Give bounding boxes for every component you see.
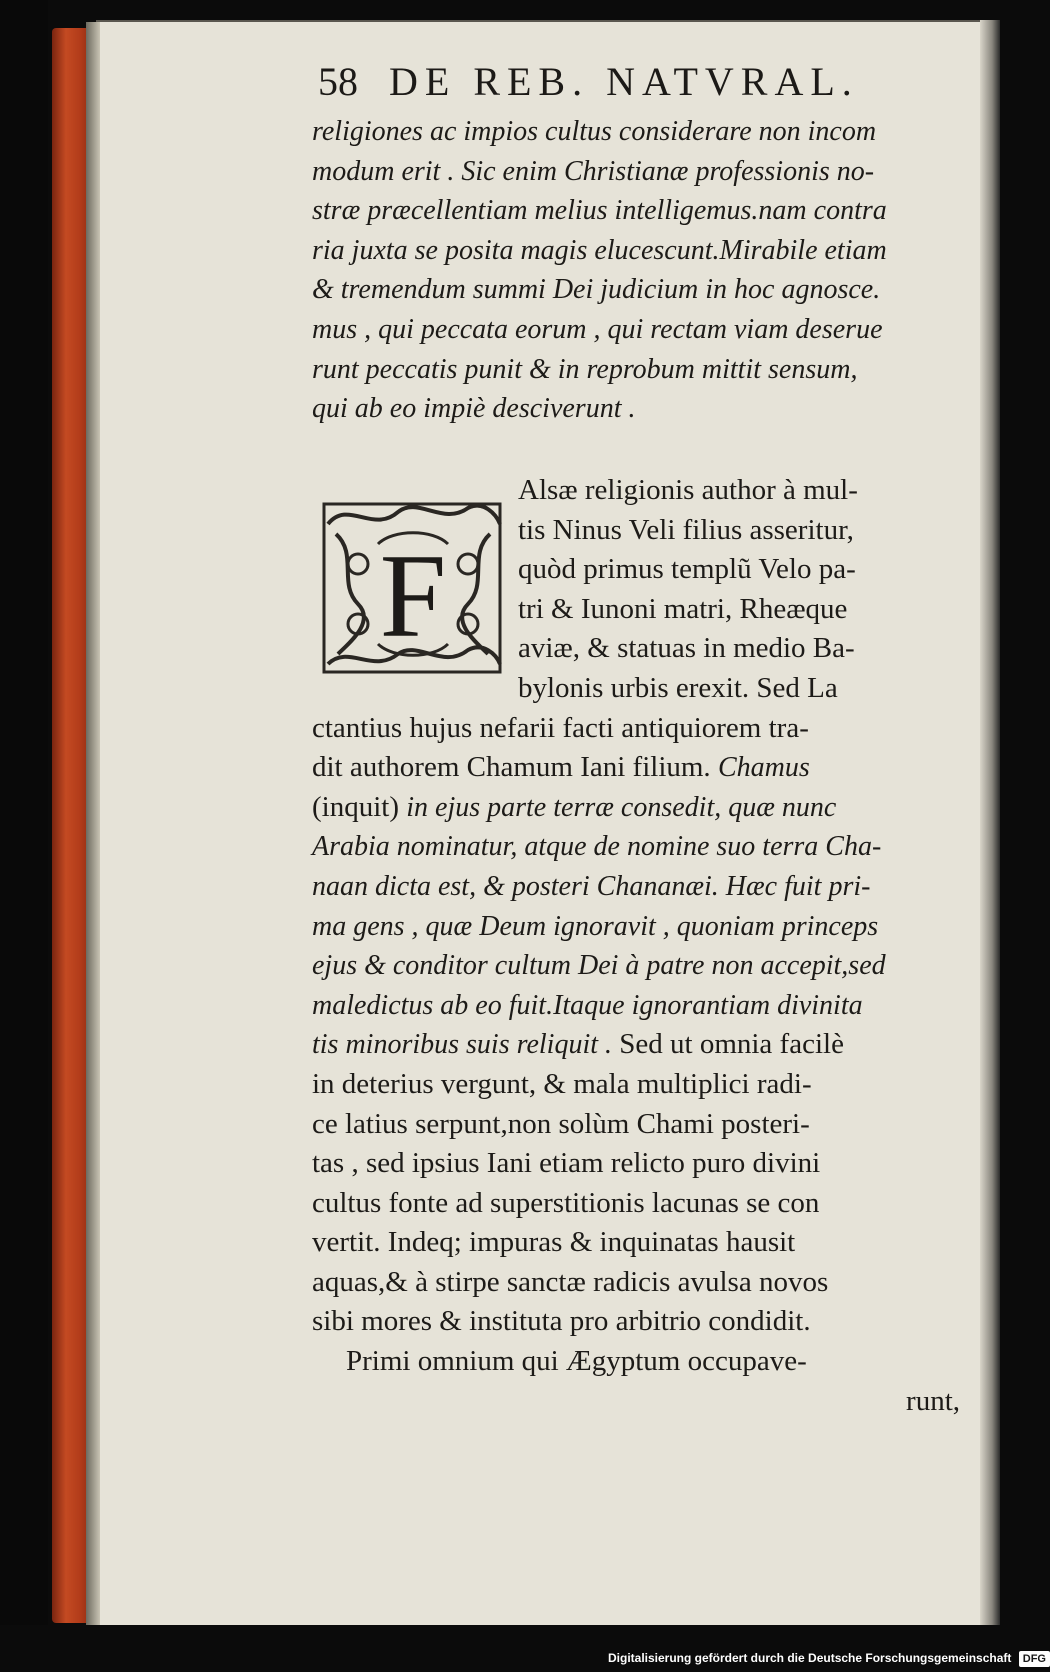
text-line: tis Ninus Veli filius asseritur,	[518, 513, 854, 546]
text-line: tri & Iunoni matri, Rheæque	[518, 592, 848, 625]
text-line	[312, 788, 988, 828]
running-header	[318, 58, 968, 110]
running-title: DE REB. NATVRAL.	[389, 59, 859, 104]
text-line: in deterius vergunt, & mala multiplici radi-	[312, 1067, 812, 1100]
text-line: maledictus ab eo fuit.Itaque ignorantiam divinita	[312, 989, 863, 1021]
page-gutter-shadow	[86, 22, 100, 1627]
text-line: Alsæ religionis author à mul-	[518, 474, 858, 506]
text-line: quòd primus templũ Velo pa-	[518, 553, 856, 586]
roman-text: (inquit)	[312, 790, 407, 823]
dfg-logo: DFG	[1019, 1651, 1050, 1667]
section-paragraph	[312, 471, 988, 1421]
text-line: bylonis urbis erexit. Sed La	[518, 671, 838, 704]
text-line: vertit. Indeq; impuras & inquinatas hausit	[312, 1226, 796, 1259]
text-line: ce latius serpunt,non solùm Chami posteri-	[312, 1107, 810, 1140]
roman-text: dit authorem Chamum Iani filium.	[312, 751, 718, 784]
text-line: ma gens , quæ Deum ignoravit , quoniam princeps	[312, 910, 879, 942]
text-line: mus , qui peccata eorum , qui rectam viam deserue	[312, 313, 883, 345]
italic-text: Chamus	[717, 752, 810, 784]
text-line: ria juxta se posita magis elucescunt.Mirabile etiam	[312, 234, 887, 266]
page-number: 58	[318, 59, 358, 104]
text-line: aviæ, & statuas in medio Ba-	[518, 632, 855, 665]
text-line: Arabia nominatur, atque de nomine suo terra Cha-	[312, 831, 882, 863]
text-line: runt peccatis punit & in reprobum mittit sensum,	[312, 353, 858, 385]
initial-letter: F	[379, 529, 447, 662]
text-line: Primi omnium qui Ægyptum occupave-	[346, 1345, 807, 1378]
text-line: naan dicta est, & posteri Chananæi. Hæc fuit pri-	[312, 870, 871, 902]
text-line	[312, 1025, 988, 1065]
footer-text: Digitalisierung gefördert durch die Deutsche Forschungsgemeinschaft	[608, 1651, 1012, 1665]
scan-background-left	[0, 0, 48, 1640]
text-line: ejus & conditor cultum Dei à patre non accepit,sed	[312, 950, 886, 982]
text-line: cultus fonte ad superstitionis lacunas se con	[312, 1186, 820, 1219]
italic-paragraph	[312, 112, 988, 429]
text-line: qui ab eo impiè desciverunt .	[312, 393, 636, 425]
text-line: sibi mores & instituta pro arbitrio condidit.	[312, 1305, 811, 1338]
text-line: aquas,& à stirpe sanctæ radicis avulsa novos	[312, 1265, 829, 1298]
text-line: modum erit . Sic enim Christianæ professionis no-	[312, 155, 875, 187]
catchword: runt,	[906, 1384, 960, 1417]
text-line: & tremendum summi Dei judicium in hoc agnosce.	[312, 274, 881, 306]
text-line	[312, 709, 988, 749]
text-line: religiones ac impios cultus considerare non incom	[312, 116, 877, 147]
text-line	[312, 748, 988, 788]
roman-text: ctantius hujus nefarii facti antiquiorem tra-	[312, 711, 809, 744]
roman-text: Sed ut omnia facilè	[612, 1028, 844, 1061]
text-line: stræ præcellentiam melius intelligemus.nam contra	[312, 195, 887, 227]
italic-text: in ejus parte terræ consedit, quæ nunc	[406, 791, 837, 823]
text-line: tas , sed ipsius Iani etiam relicto puro divini	[312, 1147, 821, 1180]
digitization-footer	[608, 1647, 1046, 1669]
italic-text: tis minoribus suis reliquit .	[312, 1029, 613, 1061]
